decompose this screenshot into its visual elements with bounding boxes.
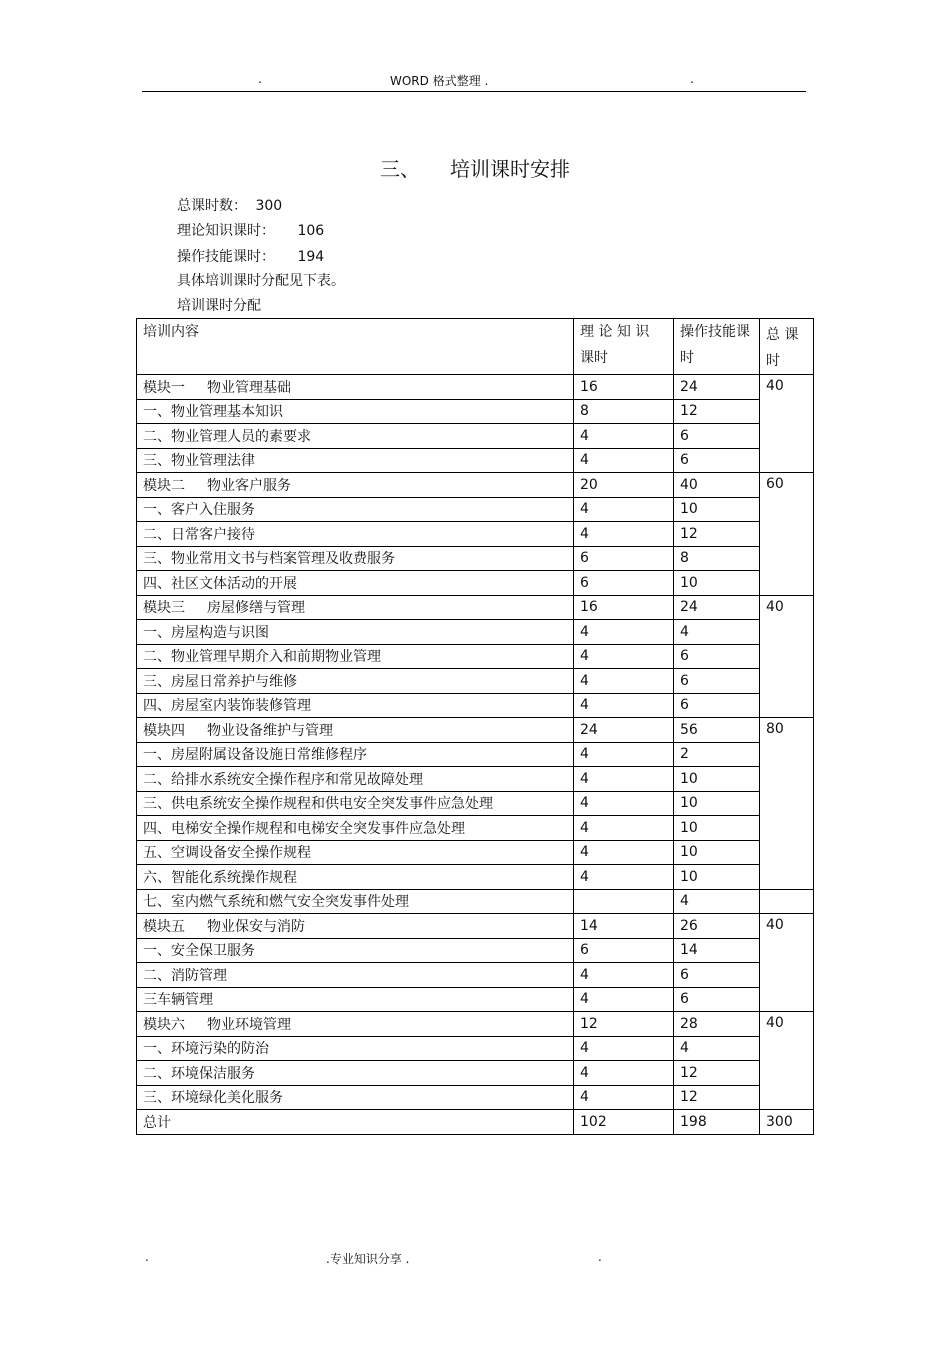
module-total: 80 [760,718,814,890]
header-dot-right: . [690,72,694,86]
total-label: 总计 [137,1110,574,1135]
table-caption: 培训课时分配 [177,298,261,314]
module-practice: 24 [674,375,760,400]
module-row [137,718,814,743]
module-title [137,595,574,620]
item-name: 四、房屋室内装饰装修管理 [137,693,574,718]
module-label: 模块五 [143,918,185,935]
table-row [137,522,814,547]
item-practice: 14 [674,938,760,963]
module-title [137,375,574,400]
item-theory: 4 [574,987,674,1012]
item-practice: 2 [674,742,760,767]
item-total-empty [760,889,814,914]
item-practice: 10 [674,497,760,522]
item-theory: 4 [574,742,674,767]
item-theory: 4 [574,1085,674,1110]
module-title [137,914,574,939]
summary-label: 总课时数： [177,198,247,214]
module-label: 模块一 [143,379,185,396]
item-name: 三、物业管理法律 [137,448,574,473]
item-practice: 4 [674,1036,760,1061]
summary-value: 106 [297,223,325,239]
summary-theory [177,220,324,240]
item-theory: 4 [574,816,674,841]
module-row [137,914,814,939]
table-row [137,742,814,767]
summary-value: 300 [255,198,283,214]
item-practice: 10 [674,571,760,596]
table-row [137,987,814,1012]
module-row [137,595,814,620]
table-row [137,1061,814,1086]
module-name: 物业管理基础 [207,379,291,396]
table-header-row [137,319,814,375]
table-row [137,620,814,645]
item-name: 二、物业管理人员的素要求 [137,424,574,449]
item-theory: 4 [574,497,674,522]
item-name: 三、房屋日常养护与维修 [137,669,574,694]
table-row [137,497,814,522]
item-name: 二、物业管理早期介入和前期物业管理 [137,644,574,669]
item-name: 二、日常客户接待 [137,522,574,547]
item-practice: 6 [674,987,760,1012]
item-practice: 12 [674,522,760,547]
table-row [137,424,814,449]
item-name: 二、给排水系统安全操作程序和常见故障处理 [137,767,574,792]
summary-total [177,195,282,215]
item-practice: 6 [674,693,760,718]
item-practice: 10 [674,816,760,841]
item-practice: 12 [674,1085,760,1110]
item-name: 五、空调设备安全操作规程 [137,840,574,865]
module-total: 40 [760,1012,814,1110]
module-name: 房屋修缮与管理 [207,600,305,617]
module-total: 40 [760,914,814,1012]
table-row [137,1085,814,1110]
table-row [137,963,814,988]
header-dot-left: . [258,72,262,86]
item-name: 一、客户入住服务 [137,497,574,522]
item-name: 一、房屋构造与识图 [137,620,574,645]
total-row [137,1110,814,1135]
module-total: 60 [760,473,814,596]
table-row [137,448,814,473]
module-total: 40 [760,595,814,718]
item-practice: 10 [674,791,760,816]
item-theory: 4 [574,620,674,645]
item-practice: 6 [674,644,760,669]
header-text: WORD 格式整理 . [390,74,489,88]
table-row [137,865,814,890]
item-theory: 4 [574,522,674,547]
module-label: 模块四 [143,722,185,739]
module-row [137,473,814,498]
table-row [137,693,814,718]
item-theory: 6 [574,571,674,596]
module-name: 物业保安与消防 [207,918,305,935]
table-row [137,840,814,865]
module-practice: 56 [674,718,760,743]
item-name: 四、电梯安全操作规程和电梯安全突发事件应急处理 [137,816,574,841]
table-row [137,399,814,424]
item-practice: 10 [674,865,760,890]
table-row [137,791,814,816]
item-theory [574,889,674,914]
table-row [137,889,814,914]
header-theory: 理 论 知 识 课时 [574,319,674,375]
module-row [137,375,814,400]
module-title [137,718,574,743]
header-rule [142,91,806,92]
item-theory: 8 [574,399,674,424]
footer-dot-left: . [145,1250,149,1264]
module-theory: 16 [574,595,674,620]
header-practice: 操作技能课时 [674,319,760,375]
item-theory: 4 [574,448,674,473]
item-practice: 10 [674,840,760,865]
item-name: 六、智能化系统操作规程 [137,865,574,890]
section-title-text: 培训课时安排 [450,157,570,181]
item-theory: 4 [574,1036,674,1061]
module-label: 模块二 [143,477,185,494]
table-row [137,938,814,963]
table-row [137,644,814,669]
table-row [137,571,814,596]
item-theory: 4 [574,963,674,988]
item-theory: 4 [574,840,674,865]
item-theory: 6 [574,546,674,571]
header-total: 总 课 时 [760,319,814,375]
item-theory: 4 [574,644,674,669]
module-theory: 20 [574,473,674,498]
page-header [142,70,806,90]
item-theory: 6 [574,938,674,963]
item-practice: 6 [674,963,760,988]
item-theory: 4 [574,767,674,792]
item-theory: 4 [574,1061,674,1086]
item-name: 三、物业常用文书与档案管理及收费服务 [137,546,574,571]
item-name: 三、供电系统安全操作规程和供电安全突发事件应急处理 [137,791,574,816]
item-name: 二、消防管理 [137,963,574,988]
module-name: 物业设备维护与管理 [207,722,333,739]
item-practice: 10 [674,767,760,792]
item-practice: 8 [674,546,760,571]
summary-value: 194 [297,249,325,265]
total-theory: 102 [574,1110,674,1135]
summary-label: 理论知识课时： [177,223,275,239]
module-practice: 40 [674,473,760,498]
item-name: 一、房屋附属设备设施日常维修程序 [137,742,574,767]
module-title [137,473,574,498]
item-theory: 4 [574,865,674,890]
item-practice: 12 [674,1061,760,1086]
module-theory: 14 [574,914,674,939]
item-name: 三车辆管理 [137,987,574,1012]
module-row [137,1012,814,1037]
item-name: 二、环境保洁服务 [137,1061,574,1086]
header-content: 培训内容 [137,319,574,375]
footer-dot-right: . [598,1250,602,1264]
module-title [137,1012,574,1037]
table-row [137,546,814,571]
table-row [137,1036,814,1061]
item-theory: 4 [574,424,674,449]
item-name: 四、社区文体活动的开展 [137,571,574,596]
table-row [137,767,814,792]
section-number: 三、 [380,157,420,181]
module-theory: 16 [574,375,674,400]
item-name: 三、环境绿化美化服务 [137,1085,574,1110]
item-name: 七、室内燃气系统和燃气安全突发事件处理 [137,889,574,914]
item-practice: 6 [674,669,760,694]
module-theory: 24 [574,718,674,743]
item-name: 一、环境污染的防治 [137,1036,574,1061]
note-text: 具体培训课时分配见下表。 [177,273,345,289]
total-practice: 198 [674,1110,760,1135]
item-name: 一、安全保卫服务 [137,938,574,963]
module-practice: 28 [674,1012,760,1037]
item-practice: 6 [674,448,760,473]
item-name: 一、物业管理基本知识 [137,399,574,424]
table-row [137,669,814,694]
footer-text: .专业知识分享 . [326,1252,410,1266]
item-practice: 4 [674,889,760,914]
item-theory: 4 [574,669,674,694]
module-label: 模块六 [143,1016,185,1033]
item-theory: 4 [574,791,674,816]
table-row [137,816,814,841]
module-total: 40 [760,375,814,473]
module-theory: 12 [574,1012,674,1037]
module-name: 物业环境管理 [207,1016,291,1033]
module-name: 物业客户服务 [207,477,291,494]
summary-practice [177,246,324,266]
summary-label: 操作技能课时： [177,249,275,265]
total-total: 300 [760,1110,814,1135]
module-practice: 24 [674,595,760,620]
module-practice: 26 [674,914,760,939]
item-practice: 12 [674,399,760,424]
item-practice: 6 [674,424,760,449]
item-practice: 4 [674,620,760,645]
training-hours-table [136,318,814,1135]
item-theory: 4 [574,693,674,718]
section-title [0,153,950,182]
module-label: 模块三 [143,600,185,617]
